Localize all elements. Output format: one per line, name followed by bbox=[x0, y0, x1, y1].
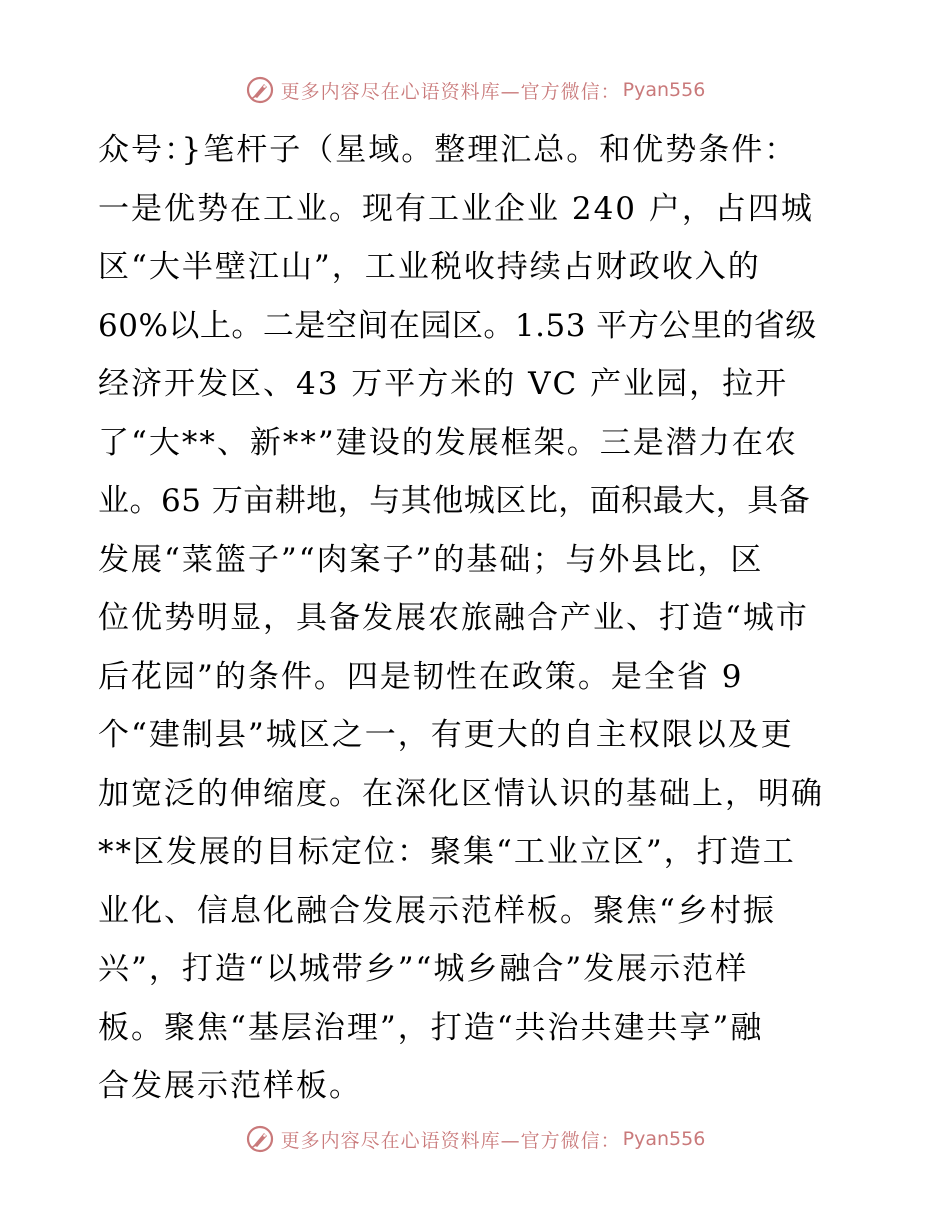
text-line: 发展“菜篮子”“肉案子”的基础；与外县比，区 bbox=[98, 541, 764, 578]
text-line: 加宽泛的伸缩度。在深化区情认识的基础上，明确 bbox=[98, 775, 824, 812]
document-body bbox=[98, 121, 878, 1116]
watermark-header bbox=[0, 70, 950, 110]
text-line: **区发展的目标定位：聚集“工业立区”，打造工 bbox=[98, 834, 796, 870]
text-line: 了“大**、新**”建设的发展框架。三是潜力在农 bbox=[98, 424, 798, 461]
text-line: 经济开发区、43 万平方米的 VC 产业园，拉开 bbox=[98, 366, 789, 402]
text-line: 个“建制县”城区之一，有更大的自主权限以及更 bbox=[98, 717, 794, 753]
watermark-footer bbox=[0, 1119, 950, 1159]
text-line: 后花园”的条件。四是韧性在政策。是全省 9 bbox=[98, 658, 744, 695]
watermark-text: 更多内容尽在心语资料库—官方微信： bbox=[280, 80, 621, 103]
pen-nib-logo-icon bbox=[245, 75, 275, 105]
text-line: 合发展示范样板。 bbox=[98, 1068, 362, 1104]
watermark-code: Pyan556 bbox=[622, 1128, 706, 1150]
text-line: 一是优势在工业。现有工业企业 240 户，占四城 bbox=[98, 190, 814, 227]
text-line: 众号：}笔杆子（星域。整理汇总。和优势条件： bbox=[98, 132, 798, 168]
pen-nib-logo-icon bbox=[245, 1124, 275, 1154]
text-line: 业。65 万亩耕地，与其他城区比，面积最大，具备 bbox=[98, 483, 811, 519]
text-line: 业化、信息化融合发展示范样板。聚焦“乡村振 bbox=[98, 892, 776, 929]
text-line: 位优势明显，具备发展农旅融合产业、打造“城市 bbox=[98, 600, 809, 636]
text-line: 区“大半壁江山”，工业税收持续占财政收入的 bbox=[98, 249, 761, 285]
text-line: 板。聚焦“基层治理”，打造“共治共建共享”融 bbox=[98, 1009, 764, 1046]
text-line: 60%以上。二是空间在园区。1.53 平方公里的省级 bbox=[98, 307, 817, 344]
watermark-code: Pyan556 bbox=[622, 79, 706, 101]
watermark-text: 更多内容尽在心语资料库—官方微信： bbox=[280, 1129, 621, 1152]
text-line: 兴”，打造“以城带乡”“城乡融合”发展示范样 bbox=[98, 951, 749, 987]
